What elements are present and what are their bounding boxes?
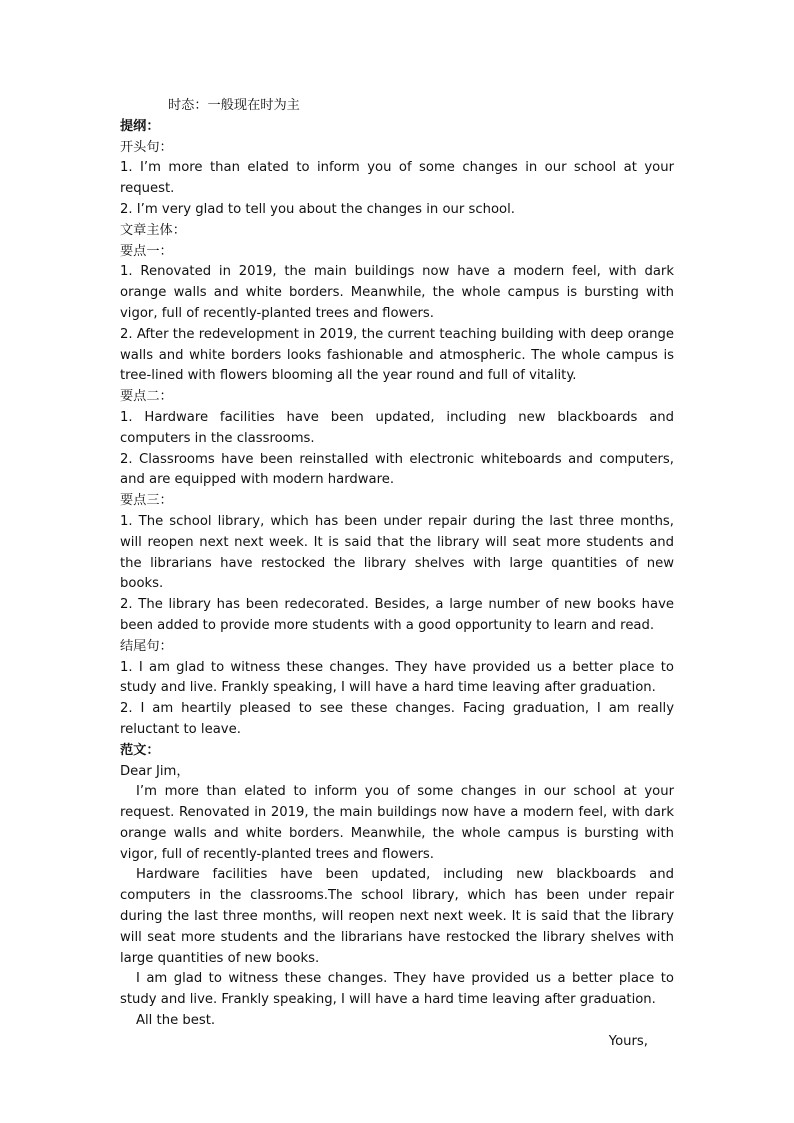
opening-item: 1. I’m more than elated to inform you of some changes in our school at your request.: [120, 160, 674, 197]
point1-item: 1. Renovated in 2019, the main buildings now have a modern feel, with dark orange walls and white borders. Meanwhile, the whole campus is bursting with vigor, full of recently-planted trees and flowers.: [120, 264, 674, 321]
point3-heading: 要点三：: [120, 493, 173, 509]
essay-paragraph: Hardware facilities have been updated, including new blackboards and computers in the classrooms.The school library, which has been under repair during the last three months, will reopen next next week. It is said that the library will seat more students and the librarians have restocked the library shelves with large quantities of new books.: [120, 867, 674, 966]
essay-closing: All the best.: [136, 1013, 216, 1029]
essay-heading: 范文：: [120, 742, 160, 758]
point2-item: 1. Hardware facilities have been updated, including new blackboards and computers in the classrooms.: [120, 409, 674, 446]
ending-item: 2. I am heartily pleased to see these changes. Facing graduation, I am really reluctant to leave.: [120, 701, 674, 737]
essay-paragraph: I am glad to witness these changes. They have provided us a better place to study and live. Frankly speaking, I will have a hard time leaving after graduation.: [120, 971, 674, 1008]
opening-heading: 开头句：: [120, 139, 173, 155]
point3-item: 1. The school library, which has been under repair during the last three months, will reopen next next week. It is said that the library will seat more students and the librarians have restocked the library shelves with large quantities of new books.: [120, 513, 674, 592]
tense-note: 时态：一般现在时为主: [168, 98, 300, 113]
opening-item: 2. I’m very glad to tell you about the changes in our school.: [120, 201, 515, 217]
outline-heading: 提纲：: [120, 118, 160, 134]
point1-item: 2. After the redevelopment in 2019, the current teaching building with deep orange walls and white borders looks fashionable and atmospheric. The whole campus is tree-lined with flowers blooming all the year round and full of vitality.: [120, 326, 674, 384]
essay-salutation: Dear Jim，: [120, 763, 190, 779]
point3-item: 2. The library has been redecorated. Besides, a large number of new books have been added to provide more students with a good opportunity to learn and read.: [120, 597, 674, 633]
body-heading: 文章主体：: [120, 222, 186, 238]
point2-heading: 要点二：: [120, 389, 173, 405]
ending-item: 1. I am glad to witness these changes. They have provided us a better place to study and live. Frankly speaking, I will have a hard time leaving after graduation.: [120, 659, 674, 696]
document-page: [120, 96, 674, 1053]
point2-item: 2. Classrooms have been reinstalled with electronic whiteboards and computers, and are equipped with modern hardware.: [120, 451, 674, 488]
essay-paragraph: I’m more than elated to inform you of some changes in our school at your request. Renovated in 2019, the main buildings now have a modern feel, with dark orange walls and white borders. Meanwhile, the whole campus is bursting with vigor, full of recently-planted trees and flowers.: [120, 784, 674, 862]
point1-heading: 要点一：: [120, 243, 173, 259]
ending-heading: 结尾句：: [120, 638, 173, 654]
essay-signoff: Yours,: [608, 1033, 648, 1049]
